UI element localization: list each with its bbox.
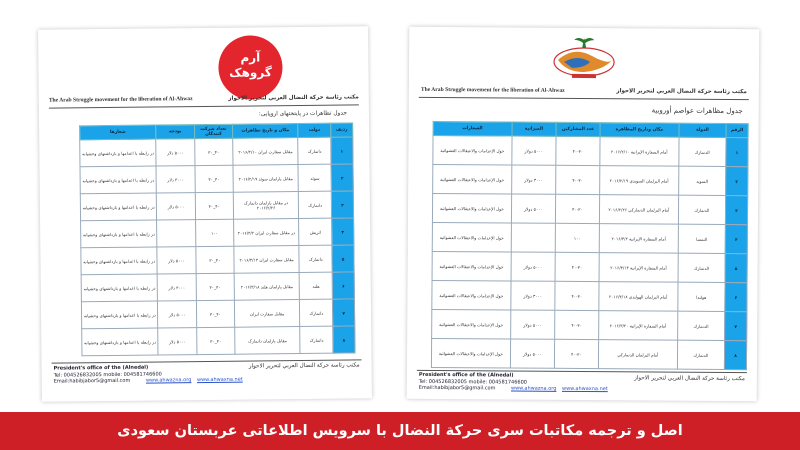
table-cell: ۴۰_۳۰ bbox=[194, 138, 232, 165]
table-cell: ۵۰۰۰ دلار bbox=[157, 247, 195, 274]
table-cell: در رابطه با اعدامها و بازداشتهای وحشیانه bbox=[80, 139, 157, 167]
table-row bbox=[80, 137, 353, 167]
table-row bbox=[432, 309, 747, 340]
table-row bbox=[432, 222, 747, 253]
table-cell: ۷ bbox=[725, 311, 747, 340]
table-cell: ۲ bbox=[331, 164, 353, 191]
table-cell: ۷ bbox=[333, 299, 355, 326]
footer-tel: Tel: 004526832005 mobile: 004581746600 bbox=[418, 378, 527, 386]
table-row bbox=[432, 251, 747, 282]
table-cell: ۶ bbox=[332, 272, 354, 299]
table-cell: ۴۰-۳۰ bbox=[555, 252, 599, 281]
right-document bbox=[407, 27, 760, 401]
table-cell: ۵۰۰۰ دلار bbox=[158, 328, 196, 355]
table-cell: ۵۰۰۰ دولار bbox=[512, 136, 556, 165]
column-header: مکان و تاریخ تظاهرات bbox=[232, 124, 298, 139]
table-cell: ۵۰۰۰ دولار bbox=[511, 252, 555, 281]
table-cell: حول الإعدامات والاعتقالات العشوائية bbox=[433, 164, 512, 194]
table-cell: در رابطه با اعدامها و بازداشتهای وحشیانه bbox=[81, 301, 158, 329]
footer-contact bbox=[54, 364, 243, 385]
table-cell: الدنمارك bbox=[677, 340, 724, 369]
caption-banner: اصل و ترجمه مکاتبات سری حرکة النضال با سرویس اطلاعاتی عربستان سعودی bbox=[0, 412, 800, 450]
table-row bbox=[433, 164, 748, 195]
table-cell: أمام السفارة الإيرانية ۲۰۱۶/۳/۲۰ bbox=[599, 311, 678, 341]
table-cell: الدنمارك bbox=[678, 195, 725, 224]
table-cell: ۳ bbox=[331, 191, 353, 218]
table-cell: دانمارک bbox=[298, 137, 331, 164]
table-cell: ۴۰-۳۰ bbox=[556, 136, 600, 165]
table-cell: در رابطه با اعدامها و بازداشتهای وحشیانه bbox=[81, 247, 158, 275]
footer-contact bbox=[419, 372, 608, 393]
table-cell: الدنمارك bbox=[677, 311, 724, 340]
table-row bbox=[80, 164, 353, 194]
table-caption: جدول تظاهرات در پایتختهای اروپایی: bbox=[258, 110, 347, 118]
table-cell: مقابل سفارت ایران ۲۰۱۶/۳/۱۳ bbox=[234, 246, 300, 274]
table-cell: ۱ bbox=[726, 137, 748, 166]
table-cell: ۲ bbox=[726, 166, 748, 195]
table-cell: در مقابل سفارت ایران ۲۰۱۶/۳/۲ bbox=[233, 219, 299, 247]
table-cell: أمام البرلمان السويدي ۲۰۱۶/۲/۱۹ bbox=[600, 166, 679, 196]
table-cell: أمام البرلمان الدنماركي bbox=[598, 340, 677, 370]
table-cell: أمام السفارة الإيرانية ۲۰۱۶/۳/۲ bbox=[599, 224, 678, 254]
table-row bbox=[432, 193, 747, 224]
footer-email: Email:habibjabor5@gmail.com bbox=[53, 377, 131, 385]
header-english: The Arab Struggle movement for the liberation of Al-Ahwaz bbox=[420, 86, 565, 94]
table-cell: در رابطه با اعدامها و بازداشتهای وحشیانه bbox=[80, 193, 157, 221]
table-row bbox=[81, 245, 354, 275]
footer-arabic: مكتب رئاسة حركة النضال العربي لتحرير الاحواز bbox=[248, 362, 360, 370]
table-cell: ۴۰-۳۰ bbox=[554, 310, 598, 339]
table-row bbox=[433, 135, 748, 166]
table-cell: ۸ bbox=[333, 326, 355, 353]
header-english: The Arab Struggle movement for the liberation of Al-Ahwaz bbox=[48, 96, 193, 104]
footer-email: Email:habibjabor5@gmail.com bbox=[418, 384, 496, 392]
table-cell: ۸ bbox=[724, 340, 746, 369]
table-caption: جدول مظاهرات عواصم أوروبية bbox=[651, 106, 743, 116]
logo-stamp: آرم گروهک bbox=[218, 35, 283, 100]
table-cell: ۵۰۰۰ دولار bbox=[510, 310, 554, 339]
table-cell: ۴ bbox=[725, 224, 747, 253]
table-cell: ۶ bbox=[725, 282, 747, 311]
table-cell: ۴۰-۳۰ bbox=[554, 339, 598, 368]
header-arabic: مكتب رئاسة حركة النضال العربي لتحرير الاحواز bbox=[616, 88, 747, 96]
column-header: مكان وتاريخ المظاهرة bbox=[600, 123, 679, 138]
table-row bbox=[81, 272, 354, 302]
table-cell: دانمارک bbox=[300, 326, 333, 353]
table-cell: ۴۰_۳۰ bbox=[196, 327, 234, 354]
table-row bbox=[432, 280, 747, 311]
table-cell: ۳۰۰۰ دولار bbox=[511, 281, 555, 310]
footer-website[interactable]: www.ahwazna.org bbox=[145, 377, 192, 384]
movement-logo-icon bbox=[544, 34, 624, 85]
footer-tel: Tel: 004526832005 mobile: 004581746600 bbox=[53, 370, 162, 379]
table-cell: دانمارک bbox=[300, 299, 333, 326]
demonstrations-table bbox=[79, 122, 355, 356]
table-cell: ۵ bbox=[725, 253, 747, 282]
table-cell: أمام البرلمان الهولندي ۲۰۱۶/۳/۱۸ bbox=[599, 282, 678, 312]
footer-office: President's office of the (Alnedal) bbox=[418, 371, 514, 379]
table-cell bbox=[157, 220, 195, 247]
table-cell: حول الإعدامات والاعتقالات العشوائية bbox=[432, 193, 511, 223]
left-document bbox=[38, 26, 372, 401]
column-header: الشعارات bbox=[433, 121, 512, 136]
table-cell: ۱۰۰ bbox=[555, 223, 599, 252]
table-row bbox=[81, 218, 354, 248]
table-cell: ۴۰_۳۰ bbox=[195, 165, 233, 192]
table-cell: مقابل پارلمان دانمارک bbox=[235, 327, 301, 355]
header-divider bbox=[419, 97, 749, 100]
table-cell: ۴۰-۳۰ bbox=[555, 165, 599, 194]
table-cell: ۳ bbox=[725, 195, 747, 224]
table-cell: أمام البرلمان الدنماركي ۲۰۱۶/۲/۲۶ bbox=[599, 195, 678, 225]
footer-website[interactable]: www.ahwazna.org bbox=[510, 385, 557, 392]
table-cell: أمام السفارة الإيرانية ۲۰۱۶/۳/۱۳ bbox=[599, 253, 678, 283]
table-cell: هولندا bbox=[678, 282, 725, 311]
table-cell: در رابطه با اعدامها و بازداشتهای وحشیانه bbox=[80, 166, 157, 194]
table-cell: ۵۰۰۰ دلار bbox=[158, 301, 196, 328]
table-cell: مقابل پارلمان سوئد ۲۰۱۶/۲/۱۹ bbox=[233, 165, 299, 193]
table-cell: حول الإعدامات والاعتقالات العشوائية bbox=[432, 280, 511, 310]
column-header: تعداد شرکت کنندگان bbox=[194, 124, 232, 138]
table-cell: ۴۰_۳۰ bbox=[196, 246, 234, 273]
table-cell: حول الإعدامات والاعتقالات العشوائية bbox=[431, 338, 510, 368]
table-cell: أمام السفارة الإيرانية ۲۰۱۶/۲/۱۰ bbox=[600, 137, 679, 167]
table-cell: حول الإعدامات والاعتقالات العشوائية bbox=[432, 251, 511, 281]
table-cell: ۵۰۰۰ دلار bbox=[157, 193, 195, 220]
footer-office: President's office of the (Alnedal) bbox=[53, 364, 149, 372]
column-header: ردیف bbox=[331, 123, 353, 137]
column-header: شعارها bbox=[80, 125, 157, 140]
table-cell bbox=[511, 223, 555, 252]
table-row bbox=[81, 299, 354, 329]
table-cell: ۵۰۰۰ دولار bbox=[511, 194, 555, 223]
table-cell: در مقابل پارلمان دانمارک ۲۰۱۶/۲/۲۶ bbox=[233, 192, 299, 220]
table-cell: ۴۰_۳۰ bbox=[196, 273, 234, 300]
footer-arabic: مكتب رئاسة حركة النضال العربي لتحرير الاحواز bbox=[634, 375, 745, 383]
column-header: الدولة bbox=[679, 123, 726, 137]
table-cell: ۳۰۰۰ دولار bbox=[511, 165, 555, 194]
table-cell: در رابطه با اعدامها و بازداشتهای وحشیانه bbox=[82, 328, 159, 356]
table-cell: دانمارک bbox=[299, 191, 332, 218]
table-row bbox=[80, 191, 353, 221]
table-cell: مقابل پارلمان هلند ۲۰۱۶/۳/۱۸ bbox=[234, 273, 300, 301]
column-header: الميزانية bbox=[512, 122, 556, 136]
table-cell: ۴ bbox=[332, 218, 354, 245]
table-cell: ۴۰-۳۰ bbox=[555, 194, 599, 223]
footer-website[interactable]: www.ahwaxna.net bbox=[196, 376, 243, 384]
table-cell: ۵۰۰۰ دولار bbox=[510, 339, 554, 368]
table-cell: ۱۰۰ bbox=[195, 219, 233, 246]
table-row bbox=[431, 338, 746, 369]
table-cell: حول الإعدامات والاعتقالات العشوائية bbox=[433, 135, 512, 165]
column-header: دولت bbox=[298, 123, 331, 137]
column-header: عدد المشاركين bbox=[556, 122, 600, 136]
table-cell: مقابل سفارت ایران ۲۰۱۶/۲/۱۰ bbox=[233, 138, 299, 166]
column-header: الرقم bbox=[726, 123, 748, 137]
footer-website[interactable]: www.ahwaxna.net bbox=[561, 385, 608, 393]
table-cell: ۳۰۰۰ دلار bbox=[156, 166, 194, 193]
table-cell: حول الإعدامات والاعتقالات العشوائية bbox=[432, 222, 511, 252]
table-cell: در رابطه با اعدامها و بازداشتهای وحشیانه bbox=[81, 220, 158, 248]
table-cell: مقابل سفارت ایران bbox=[234, 300, 300, 328]
header-arabic: مكتب رئاسة حركة النضال العربي لتحرير الاحواز bbox=[228, 94, 359, 102]
table-cell: سوئد bbox=[298, 164, 331, 191]
table-cell: النمسا bbox=[678, 224, 725, 253]
demonstrations-table bbox=[431, 121, 749, 370]
table-cell: اتریش bbox=[299, 218, 332, 245]
header-divider bbox=[49, 104, 359, 108]
table-cell: السويد bbox=[678, 166, 725, 195]
table-cell: ۴۰_۳۰ bbox=[195, 192, 233, 219]
table-cell: ۳۰۰۰ دلار bbox=[158, 274, 196, 301]
table-cell: در رابطه با اعدامها و بازداشتهای وحشیانه bbox=[81, 274, 158, 302]
table-cell: ۵۰۰۰ دلار bbox=[156, 139, 194, 166]
table-cell: ۱ bbox=[331, 137, 353, 164]
table-cell: دانمارک bbox=[299, 245, 332, 272]
column-header: بودجه bbox=[156, 125, 194, 139]
table-cell: ۵ bbox=[332, 245, 354, 272]
table-cell: هلند bbox=[300, 272, 333, 299]
table-row bbox=[82, 326, 355, 356]
table-cell: حول الإعدامات والاعتقالات العشوائية bbox=[432, 309, 511, 339]
table-cell: الدنمارك bbox=[679, 137, 726, 166]
table-cell: ۴۰_۳۰ bbox=[196, 300, 234, 327]
table-cell: ۴۰-۳۰ bbox=[555, 281, 599, 310]
table-cell: الدنمارك bbox=[678, 253, 725, 282]
